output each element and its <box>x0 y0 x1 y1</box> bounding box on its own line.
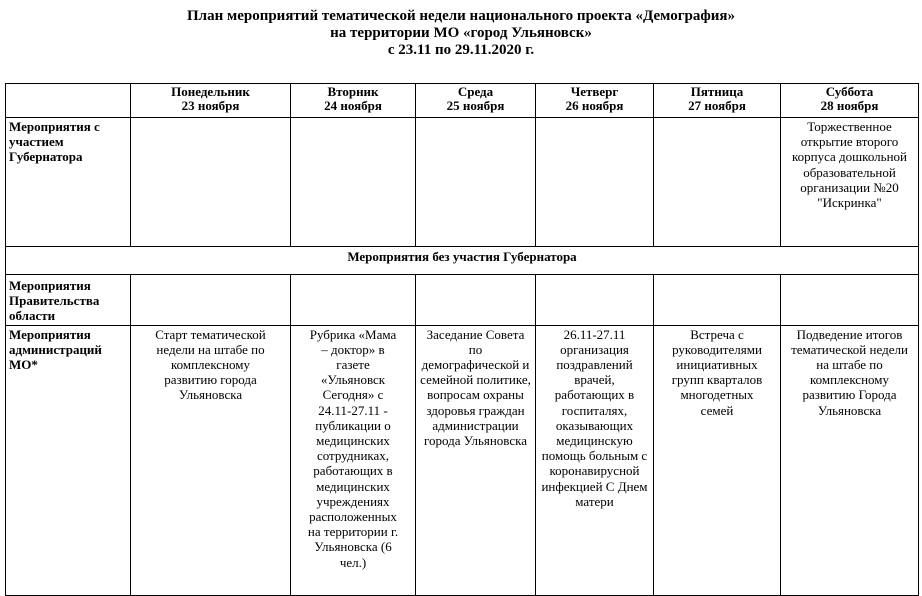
cell-governor-friday <box>654 118 781 247</box>
cell-governor-monday <box>131 118 291 247</box>
day-header-thursday: Четверг 26 ноября <box>536 84 654 118</box>
cell-government-thursday <box>536 275 654 326</box>
cell-government-friday <box>654 275 781 326</box>
cell-administration-tuesday: Рубрика «Мама – доктор» в газете «Ульяновск Сегодня» с 24.11-27.11 - публикации о медицинских сотрудниках, работающих в медицинских учреждениях расположенных на территории г. Ульяновска (6 чел.) <box>291 325 416 595</box>
day-header-wednesday: Среда 25 ноября <box>416 84 536 118</box>
government-row-label: Мероприятия Правительства области <box>6 275 131 326</box>
header-empty-cell <box>6 84 131 118</box>
cell-government-monday <box>131 275 291 326</box>
events-table <box>5 83 919 596</box>
document-title <box>0 8 922 59</box>
cell-administration-friday: Встреча с руководителями инициативных групп кварталов многодетных семей <box>654 325 781 595</box>
title-line-2: на территории МО «город Ульяновск» <box>330 25 592 41</box>
government-row <box>6 275 919 326</box>
cell-governor-tuesday <box>291 118 416 247</box>
title-line-3: с 23.11 по 29.11.2020 г. <box>387 42 535 58</box>
cell-administration-thursday: 26.11-27.11 организация поздравлений врачей, работающих в госпиталях, оказывающих медицинскую помощь больным с коронавирусной инфекцией С Днем матери <box>536 325 654 595</box>
day-header-saturday: Суббота 28 ноября <box>781 84 919 118</box>
cell-administration-saturday: Подведение итогов тематической недели на штабе по комплексному развитию Города Ульяновска <box>781 325 919 595</box>
cell-governor-thursday <box>536 118 654 247</box>
cell-governor-saturday: Торжественное открытие второго корпуса дошкольной образовательной организации №20 "Искринка" <box>781 118 919 247</box>
cell-administration-wednesday: Заседание Совета по демографической и семейной политике, вопросам охраны здоровья граждан администрации города Ульяновска <box>416 325 536 595</box>
governor-row-label: Мероприятия с участием Губернатора <box>6 118 131 247</box>
cell-governor-wednesday <box>416 118 536 247</box>
day-header-tuesday: Вторник 24 ноября <box>291 84 416 118</box>
cell-government-tuesday <box>291 275 416 326</box>
governor-row <box>6 118 919 247</box>
cell-government-wednesday <box>416 275 536 326</box>
administration-row-label: Мероприятия администраций МО* <box>6 325 131 595</box>
without-governor-row <box>6 247 919 275</box>
administration-row <box>6 325 919 595</box>
day-header-friday: Пятница 27 ноября <box>654 84 781 118</box>
cell-administration-monday: Старт тематической недели на штабе по комплексному развитию города Ульяновска <box>131 325 291 595</box>
without-governor-heading: Мероприятия без участия Губернатора <box>6 247 919 275</box>
day-header-monday: Понедельник 23 ноября <box>131 84 291 118</box>
title-line-1: План мероприятий тематической недели национального проекта «Демография» <box>187 8 735 24</box>
cell-government-saturday <box>781 275 919 326</box>
header-row <box>6 84 919 118</box>
